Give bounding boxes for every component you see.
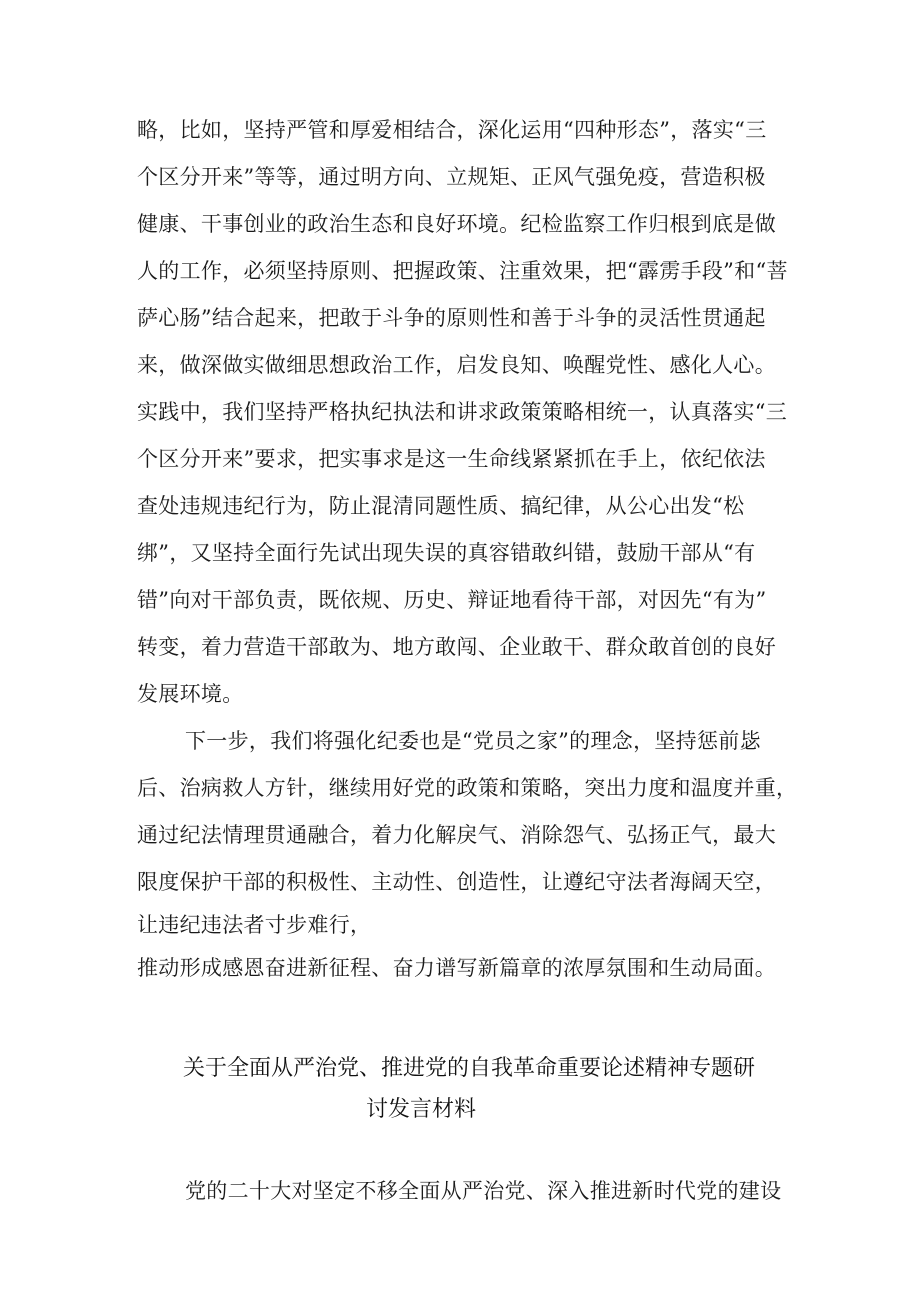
text-line: 下一步，我们将强化纪委也是“党员之家”的理念，坚持惩前毖 — [185, 729, 761, 753]
heading-line: 关于全面从严治党、推进党的自我革命重要论述精神专题研 — [183, 1056, 756, 1081]
text-line: 通过纪法情理贯通融合，着力化解戾气、消除怨气、弘扬正气，最大 — [137, 823, 776, 847]
text-line: 健康、干事创业的政治生态和良好环境。纪检监察工作归根到底是做 — [137, 212, 776, 236]
text-line: 查处违规违纪行为，防止混清同题性质、搞纪律，从公心出发“松 — [137, 494, 745, 518]
text-line: 错”向对干部负责，既依规、历史、辩证地看待干部，对因先“有为” — [137, 588, 767, 612]
text-line: 人的工作，必须坚持原则、把握政策、注重效果，把“霹雳手段”和“菩 — [137, 259, 788, 283]
text-line: 让违纪违法者寸步难行， — [137, 913, 372, 937]
text-line: 个区分开来”要求，把实事求是这一生命线紧紧抓在手上，依纪依法 — [137, 447, 766, 471]
text-line: 转变，着力营造干部敢为、地方敢闯、企业敢干、群众敢首创的良好 — [137, 635, 776, 659]
text-line: 实践中，我们坚持严格执纪执法和讲求政策策略相统一，认真落实“三 — [137, 400, 788, 424]
text-line: 来，做深做实做细思想政治工作，启发良知、唤醒党性、感化人心。 — [137, 353, 776, 377]
heading-line: 讨发言材料 — [366, 1097, 477, 1122]
text-line: 限度保护干部的积极性、主动性、创造性，让遵纪守法者海阔天空， — [137, 870, 776, 894]
text-line: 略，比如，坚持严管和厚爱相结合，深化运用“四种形态”，落实“三 — [137, 118, 767, 142]
text-line: 萨心肠”结合起来，把敢于斗争的原则性和善于斗争的灵活性贯通起 — [137, 306, 766, 330]
text-line: 党的二十大对坚定不移全面从严治党、深入推进新时代党的建设 — [185, 1179, 782, 1203]
text-line: 个区分开来”等等，通过明方向、立规矩、正风气强免疫，营造积极 — [137, 165, 766, 189]
text-line: 发展环境。 — [137, 682, 244, 706]
text-line: 推动形成感恩奋进新征程、奋力谱写新篇章的浓厚氛围和生动局面。 — [137, 956, 776, 980]
text-line: 后、治病救人方针，继续用好党的政策和策略，突出力度和温度并重， — [137, 776, 798, 800]
text-line: 绑”，又坚持全面行先试出现失误的真容错敢纠错，鼓励干部从“有 — [137, 541, 756, 565]
